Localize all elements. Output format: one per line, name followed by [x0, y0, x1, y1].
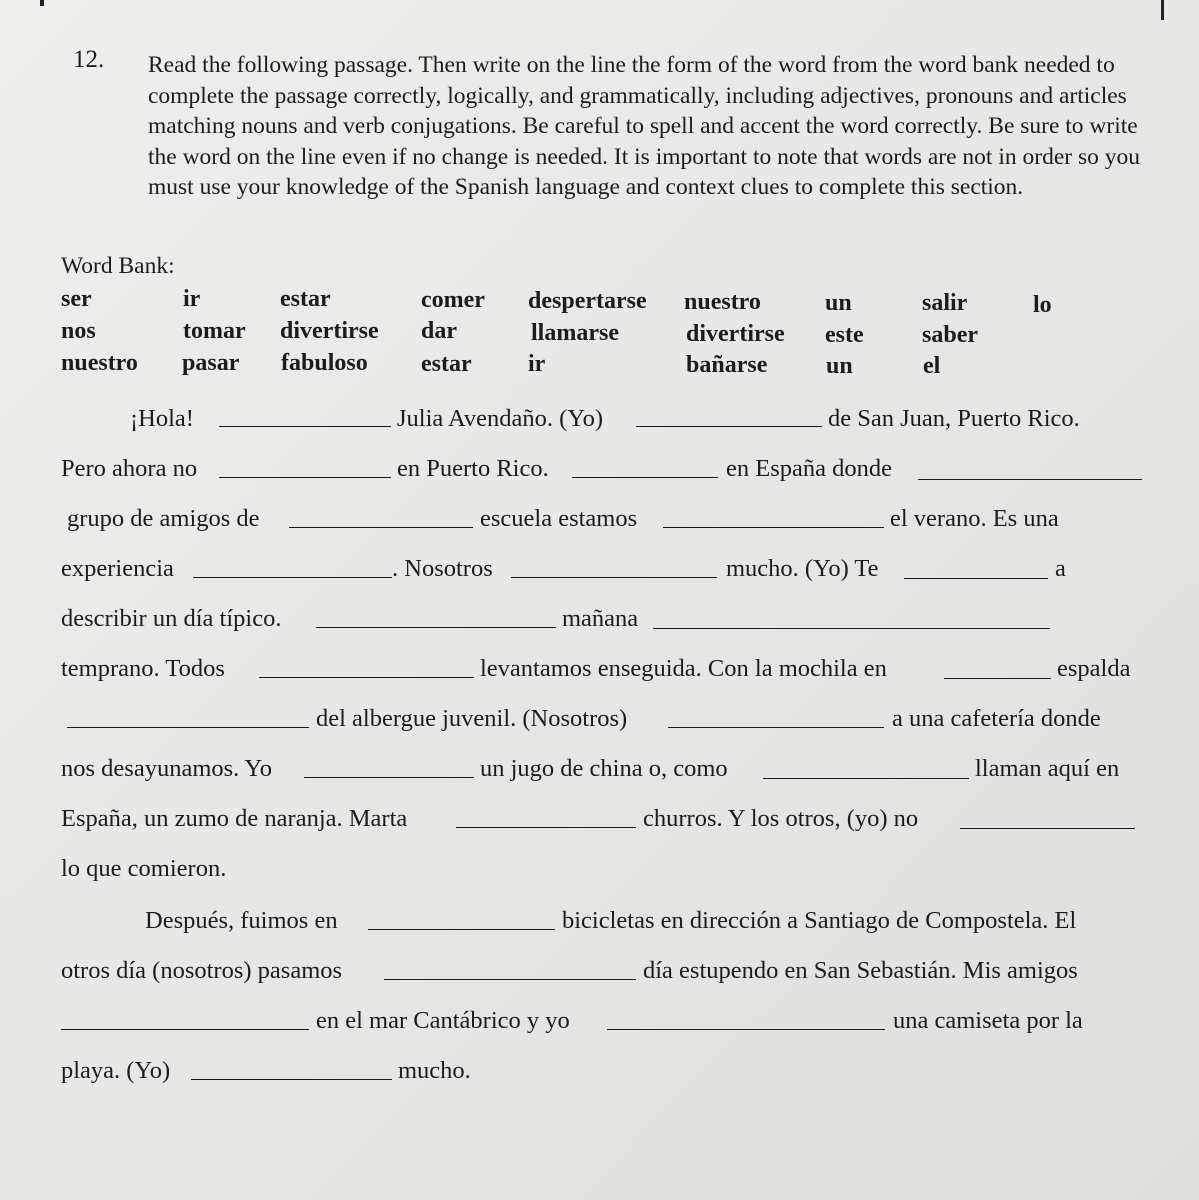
word-bank-word: despertarse — [528, 288, 647, 314]
passage-line-1 — [0, 397, 1199, 433]
answer-blank[interactable] — [368, 929, 555, 930]
passage-text: ¡Hola! — [130, 405, 194, 432]
passage-text: España, un zumo de naranja. Marta — [61, 805, 408, 832]
word-bank-title: Word Bank: — [61, 253, 175, 279]
passage-line-2 — [0, 447, 1199, 483]
answer-blank[interactable] — [653, 628, 1050, 629]
question-number: 12. — [73, 46, 105, 73]
passage-line-8 — [0, 747, 1199, 783]
answer-blank[interactable] — [960, 828, 1135, 829]
passage-text: llaman aquí en — [975, 755, 1120, 782]
word-bank-word: un — [825, 290, 852, 316]
word-bank-word: nos — [61, 318, 96, 344]
word-bank-word: salir — [922, 290, 968, 316]
answer-blank[interactable] — [636, 426, 822, 427]
passage-text: nos desayunamos. Yo — [61, 755, 272, 782]
word-bank-word: comer — [421, 287, 485, 313]
passage-text: otros día (nosotros) pasamos — [61, 957, 343, 984]
word-bank-word: divertirse — [280, 318, 379, 344]
answer-blank[interactable] — [289, 527, 473, 528]
answer-blank[interactable] — [316, 627, 556, 628]
word-bank-word: este — [825, 322, 864, 348]
answer-blank[interactable] — [259, 677, 474, 678]
passage-text: . Nosotros — [392, 555, 493, 582]
word-bank-word: saber — [922, 322, 978, 348]
passage-text: una camiseta por la — [893, 1007, 1083, 1034]
word-bank-word: un — [826, 353, 853, 379]
answer-blank[interactable] — [763, 778, 969, 779]
answer-blank[interactable] — [304, 777, 474, 778]
passage-text: temprano. Todos — [61, 655, 225, 682]
passage-text: espalda — [1057, 655, 1131, 682]
word-bank-word: tomar — [183, 318, 246, 344]
answer-blank[interactable] — [456, 827, 636, 828]
passage-text: lo que comieron. — [61, 855, 227, 882]
answer-blank[interactable] — [67, 727, 309, 728]
word-bank-word: bañarse — [686, 352, 768, 378]
passage-text: a una cafetería donde — [892, 705, 1101, 732]
passage-line-10 — [0, 847, 1199, 883]
answer-blank[interactable] — [219, 426, 391, 427]
passage-text: mucho. (Yo) Te — [726, 555, 879, 582]
word-bank-word: estar — [280, 286, 331, 312]
passage-text: día estupendo en San Sebastián. Mis amigos — [643, 957, 1078, 984]
passage-line-14 — [0, 1049, 1199, 1085]
answer-blank[interactable] — [61, 1029, 309, 1030]
word-bank-word: el — [923, 353, 941, 379]
word-bank-word: nuestro — [61, 350, 138, 376]
answer-blank[interactable] — [572, 477, 718, 478]
passage-text: Después, fuimos en — [145, 907, 338, 934]
passage-text: el verano. Es una — [890, 505, 1059, 532]
passage-text: playa. (Yo) — [61, 1057, 171, 1084]
passage-text: churros. Y los otros, (yo) no — [643, 805, 919, 832]
word-bank-word: llamarse — [531, 320, 619, 346]
passage-text: levantamos enseguida. Con la mochila en — [480, 655, 887, 682]
passage-text: del albergue juvenil. (Nosotros) — [316, 705, 628, 732]
question-instructions: Read the following passage. Then write on the line the form of the word from the word bank needed to complete the passage correctly, logically, and grammatically, including adjectives, pronouns and articles matching nouns and verb conjugations. Be careful to spell and accent the word correctly. Be sure to write the word on the line even if no change is needed. It is important to note that words are not in order so you must use your knowledge of the Spanish language and context clues to complete this section. — [148, 52, 1140, 201]
answer-blank[interactable] — [904, 578, 1048, 579]
answer-blank[interactable] — [193, 577, 392, 578]
passage-text: en España donde — [726, 455, 892, 482]
word-bank-word: divertirse — [686, 321, 785, 347]
passage-line-12 — [0, 949, 1199, 985]
word-bank-word: pasar — [182, 350, 240, 376]
word-bank-word: nuestro — [684, 289, 761, 315]
answer-blank[interactable] — [384, 979, 636, 980]
passage-text: Julia Avendaño. (Yo) — [397, 405, 603, 432]
passage-text: a — [1055, 555, 1066, 582]
passage-text: describir un día típico. — [61, 605, 282, 632]
word-bank-word: ir — [528, 351, 546, 377]
passage-line-9 — [0, 797, 1199, 833]
passage-text: Pero ahora no — [61, 455, 198, 482]
word-bank-word: ser — [61, 286, 92, 312]
passage-line-11 — [0, 899, 1199, 935]
passage-text: grupo de amigos de — [67, 505, 260, 532]
page-edge-mark-left — [40, 0, 44, 6]
answer-blank[interactable] — [607, 1029, 885, 1030]
passage-text: mucho. — [398, 1057, 471, 1084]
answer-blank[interactable] — [944, 678, 1051, 679]
passage-line-7 — [0, 697, 1199, 733]
answer-blank[interactable] — [918, 479, 1142, 480]
passage-text: mañana — [562, 605, 639, 632]
passage-line-3 — [0, 497, 1199, 533]
passage-text: en Puerto Rico. — [397, 455, 549, 482]
word-bank-word: fabuloso — [281, 350, 368, 376]
passage-text: un jugo de china o, como — [480, 755, 728, 782]
passage-text: escuela estamos — [480, 505, 638, 532]
passage-text: bicicletas en dirección a Santiago de Compostela. El — [562, 907, 1077, 934]
passage-line-13 — [0, 999, 1199, 1035]
word-bank-word: dar — [421, 318, 457, 344]
answer-blank[interactable] — [511, 577, 717, 578]
word-bank-word: estar — [421, 351, 472, 377]
passage-line-6 — [0, 647, 1199, 683]
answer-blank[interactable] — [663, 527, 884, 528]
passage-text: en el mar Cantábrico y yo — [316, 1007, 570, 1034]
answer-blank[interactable] — [668, 727, 884, 728]
passage-text: experiencia — [61, 555, 174, 582]
passage-line-4 — [0, 547, 1199, 583]
answer-blank[interactable] — [191, 1079, 392, 1080]
word-bank-word: lo — [1033, 292, 1052, 318]
word-bank-word: ir — [183, 286, 201, 312]
page-edge-mark-right — [1161, 0, 1164, 20]
passage-line-5 — [0, 597, 1199, 633]
answer-blank[interactable] — [219, 477, 391, 478]
passage-text: de San Juan, Puerto Rico. — [828, 405, 1080, 432]
